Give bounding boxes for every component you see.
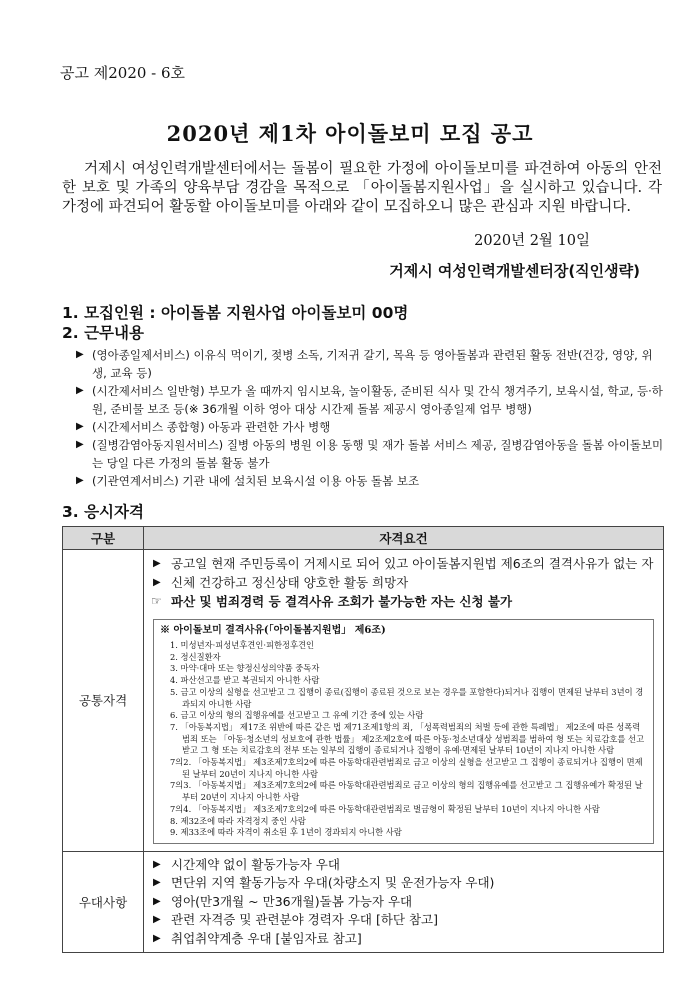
list-item: 8. 제32조에 따라 자격정지 중인 사람	[170, 815, 306, 826]
triangle-bullet-icon: ▶	[153, 558, 161, 569]
list-item: ▶ 공고일 현재 주민등록이 거제시로 되어 있고 아이돌봄지원법 제6조의 결격사유가 없는 자	[153, 556, 654, 571]
table-row	[63, 550, 664, 852]
preferred-list	[145, 853, 662, 952]
list-item: 5. 금고 이상의 실형을 선고받고 그 집행이 종료(집행이 종료된 것으로 보는 경우를 포함한다)되거나 집행이 면제된 날부터 3년이 경과되지 아니한 사람	[170, 686, 644, 709]
triangle-bullet-icon: ▶	[76, 439, 84, 450]
list-item: 4. 파산선고를 받고 복권되지 아니한 사람	[170, 675, 320, 686]
table-header-row	[63, 527, 664, 550]
list-item: 6. 금고 이상의 형의 집행유예를 선고받고 그 유예 기간 중에 있는 사람	[170, 710, 424, 721]
list-item: 2. 정신질환자	[170, 651, 221, 662]
list-item: 7. 「아동복지법」 제17조 위반에 따른 같은 법 제71조제1항의 죄, 「성폭력범죄의 처벌 등에 관한 특례법」 제2조에 따른 성폭력범죄 또는 「아동·청소년의 성보호에 관한 법률」 제2조제2호에 따른 아동·청소년대상 성범죄를 범하여 형 또는 치료감호를 선고받고 그 형 또는 치료감호의 전부 또는 일부의 집행이 종료되거나 집행이 유예·면제된 날부터 10년이 지나지 아니한 사람	[170, 721, 645, 756]
triangle-bullet-icon: ▶	[153, 858, 161, 870]
common-label: 공통자격	[63, 550, 144, 852]
triangle-bullet-icon: ▶	[76, 475, 84, 486]
list-item: ▶ (질병감염아동지원서비스) 질병 아동의 병원 이용 동행 및 재가 돌봄 서비스 제공, 질병감염아동을 돌봄 아이돌보미는 당일 다른 가정의 돌봄 활동 불가	[76, 438, 664, 470]
emphasis-item: ☞ 파산 및 범죄경력 등 결격사유 조회가 불가능한 자는 신청 불가	[151, 594, 513, 609]
list-item: ▶ (영아종일제서비스) 이유식 먹이기, 젖병 소독, 기저귀 갈기, 목욕 등 영아돌봄과 관련된 활동 전반(건강, 영양, 위생, 교육 등)	[76, 348, 653, 380]
list-item: 9. 제33조에 따라 자격이 취소된 후 1년이 경과되지 아니한 사람	[170, 827, 402, 838]
section-qualification-title: 3. 응시자격	[62, 503, 144, 521]
list-item: ▶ 시간제약 없이 활동가능자 우대	[153, 856, 662, 875]
notice-number: 공고 제2020 - 6호	[60, 64, 186, 82]
page-title: 2020년 제1차 아이돌보미 모집 공고	[166, 121, 534, 146]
intro-text: 거제시 여성인력개발센터에서는 돌봄이 필요한 가정에 아이돌보미를 파견하여 아동의 안전한 보호 및 가족의 양육부담 경감을 목적으로 「아이돌봄지원사업」을 실시하고 있습니다. 각 가정에 파견되어 활동할 아이돌보미를 아래와 같이 모집하오니 많은 관심과 지원 바랍니다.	[62, 161, 662, 215]
list-item: 3. 마약·대마 또는 향정신성의약품 중독자	[170, 663, 320, 674]
list-item: ▶ 면단위 지역 활동가능자 우대(차량소지 및 운전가능자 우대)	[153, 874, 662, 893]
common-requirements-cell	[144, 550, 664, 852]
pointing-hand-icon: ☞	[151, 594, 162, 608]
triangle-bullet-icon: ▶	[153, 932, 161, 944]
triangle-bullet-icon: ▶	[153, 895, 161, 907]
list-item: 7의2. 「아동복지법」 제3조제7호의2에 따른 아동학대관련범죄로 금고 이상의 실형을 선고받고 그 집행이 종료되거나 집행이 면제된 날부터 20년이 지나지 아니한 사람	[170, 757, 643, 779]
section-duties-title: 2. 근무내용	[62, 324, 144, 342]
duties-list	[72, 346, 664, 490]
list-item: ▶ 관련 자격증 및 관련분야 경력자 우대 [하단 참고]	[153, 911, 662, 930]
notice-date: 2020년 2월 10일	[474, 233, 590, 249]
list-item: ▶ (시간제서비스 종합형) 아동과 관련한 가사 병행	[76, 420, 331, 434]
list-item: ▶ (시간제서비스 일반형) 부모가 올 때까지 임시보육, 놀이활동, 준비된 식사 및 간식 챙겨주기, 보육시설, 학교, 등·하원, 준비물 보조 등(※ 36개월 이하 영아 대상 시간제 돌봄 제공시 영아종일제 업무 병행)	[76, 384, 663, 416]
triangle-bullet-icon: ▶	[153, 577, 161, 588]
triangle-bullet-icon: ▶	[76, 385, 84, 396]
triangle-bullet-icon: ▶	[76, 421, 84, 432]
preferred-cell	[144, 851, 664, 953]
triangle-bullet-icon: ▶	[153, 914, 161, 926]
issuer: 거제시 여성인력개발센터장(직인생략)	[389, 262, 640, 280]
list-item: 7의4. 「아동복지법」 제3조제7호의2에 따른 아동학대관련범죄로 벌금형이 확정된 날부터 10년이 지나지 아니한 사람	[170, 803, 600, 814]
disqualification-box	[153, 619, 654, 844]
qualification-table	[62, 526, 664, 953]
list-item: ▶ 취업취약계층 우대 [붙임자료 참고]	[153, 930, 662, 949]
list-item: ▶ 영아(만3개월 ~ 만36개월)돌봄 가능자 우대	[153, 893, 662, 912]
list-item: 7의3. 「아동복지법」 제3조제7호의2에 따른 아동학대관련범죄로 금고 이상의 형의 집행유예를 선고받고 그 집행유예가 확정된 날부터 20년이 지나지 아니한 사람	[170, 780, 643, 803]
preferred-label: 우대사항	[63, 851, 144, 953]
header-requirements: 자격요건	[144, 527, 664, 550]
list-item: 1. 미성년자·피성년후견인·피한정후견인	[170, 640, 315, 650]
disqualification-title: ※ 아이돌보미 결격사유(「아이돌봄지원법」 제6조)	[160, 625, 386, 636]
common-requirements-list	[145, 551, 662, 611]
table-row	[63, 851, 664, 953]
intro-paragraph	[62, 160, 662, 217]
triangle-bullet-icon: ▶	[76, 349, 84, 360]
section-recruit: 1. 모집인원 : 아이돌봄 지원사업 아이돌보미 00명	[62, 304, 409, 322]
list-item: ▶ (기관연계서비스) 기관 내에 설치된 보육시설 이용 아동 돌봄 보조	[76, 474, 420, 488]
list-item: ▶ 신체 건강하고 정신상태 양호한 활동 희망자	[153, 575, 409, 590]
triangle-bullet-icon: ▶	[153, 877, 161, 889]
header-category: 구분	[63, 527, 144, 550]
